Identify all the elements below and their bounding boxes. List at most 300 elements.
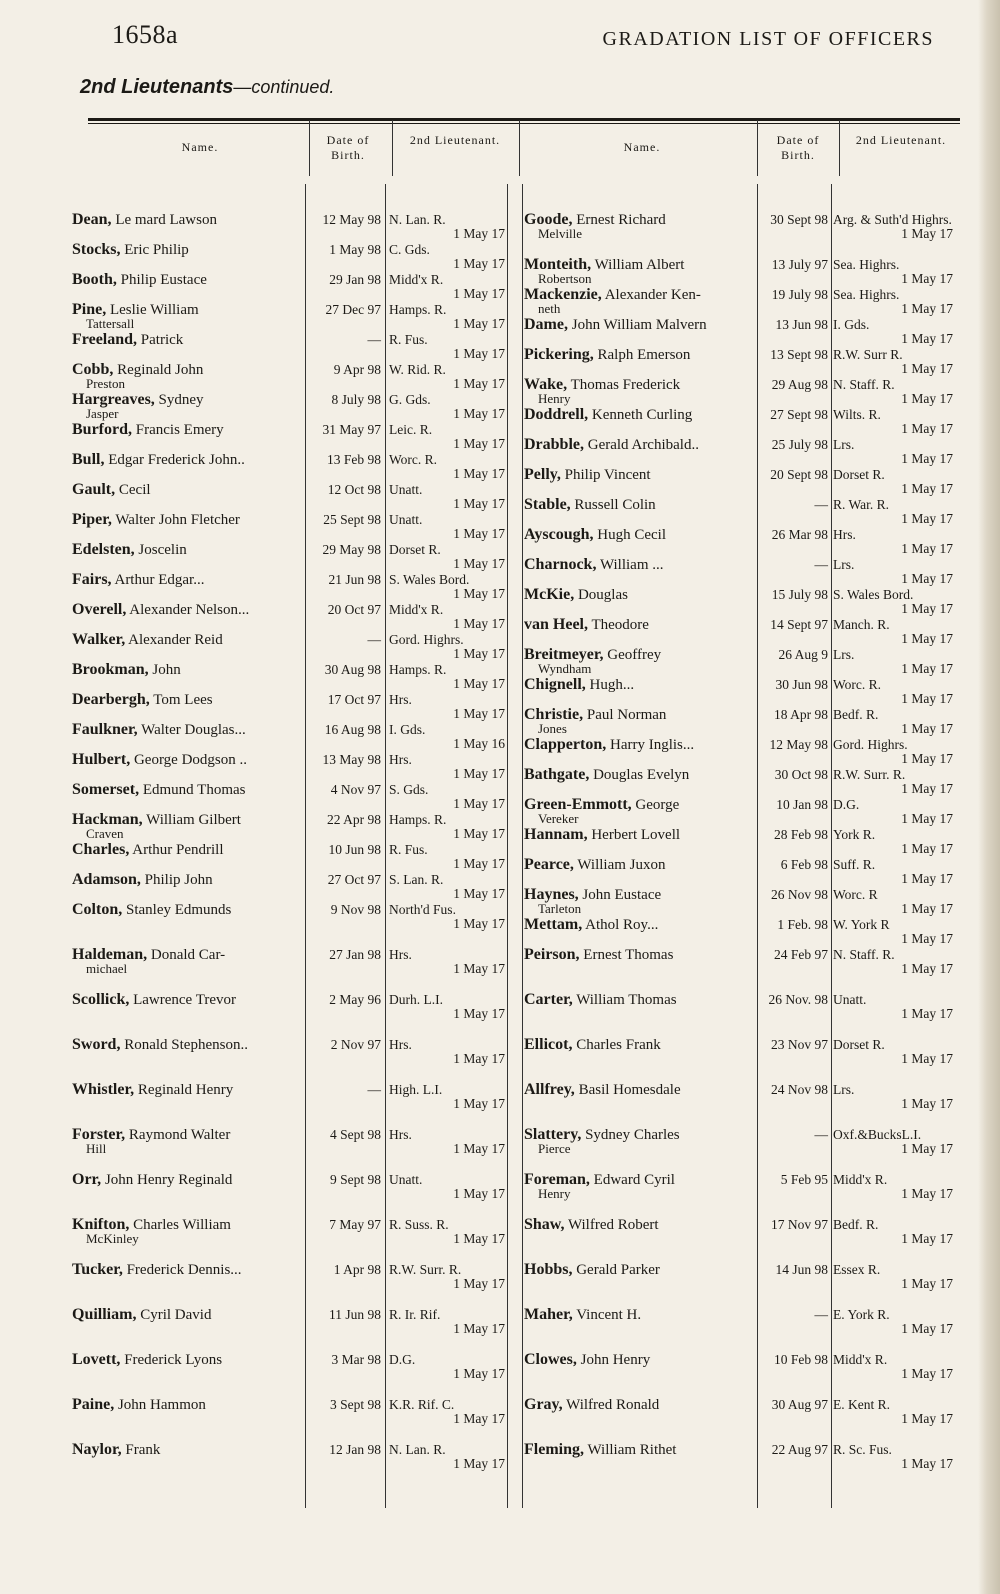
commission-date: 1 May 17: [453, 226, 505, 241]
regiment: Hrs.: [833, 527, 856, 542]
officer-given-names: Gerald Archibald..: [587, 437, 699, 453]
date-of-birth: —: [814, 497, 828, 512]
regiment: Lrs.: [833, 1082, 855, 1097]
officer-name: [72, 901, 300, 919]
commission-date: 1 May 17: [453, 316, 505, 331]
officer-given-names: George Dodgson ..: [133, 752, 248, 768]
officer-given-names: Hugh...: [589, 677, 635, 693]
officer-name: [72, 631, 300, 649]
commission-date: 1 May 17: [453, 1456, 505, 1471]
officer-surname: Pine,: [72, 301, 107, 318]
regiment: C. Gds.: [389, 242, 430, 257]
officer-surname: Edelsten,: [72, 541, 135, 558]
officer-surname: Scollick,: [72, 991, 130, 1008]
section-title-suffix: —continued.: [233, 77, 335, 97]
commission-date: 1 May 17: [453, 1276, 505, 1291]
officer-name: [72, 661, 300, 679]
officer-surname: Overell,: [72, 601, 127, 618]
officer-given-names: Alexander Nelson...: [129, 602, 250, 618]
officer-surname: Ellicot,: [524, 1036, 573, 1053]
date-of-birth: —: [814, 1307, 828, 1322]
date-of-birth: 18 Apr 98: [774, 707, 828, 722]
officer-name: [72, 1171, 300, 1189]
officer-given-names: Joscelin: [138, 542, 187, 558]
officer-surname: Freeland,: [72, 331, 138, 348]
regiment: Dorset R.: [833, 467, 885, 482]
commission-date: 1 May 17: [453, 466, 505, 481]
officer-given-names: Alexander Reid: [128, 632, 223, 648]
officer-given-names: Paul Norman: [586, 707, 667, 723]
regiment: S. Gds.: [389, 782, 429, 797]
officer-given-names: Charles Frank: [576, 1037, 661, 1053]
regiment: N. Staff. R.: [833, 377, 895, 392]
date-of-birth: 27 Dec 97: [325, 302, 381, 317]
date-of-birth: 14 Jun 98: [775, 1262, 828, 1277]
officer-given-names: Alexander Ken-: [604, 287, 701, 303]
commission-date: 1 May 17: [453, 766, 505, 781]
regiment: Bedf. R.: [833, 707, 879, 722]
regiment: Sea. Highrs.: [833, 257, 900, 272]
officer-given-names: Theodore: [591, 617, 649, 633]
date-of-birth: 12 May 98: [769, 737, 828, 752]
officer-surname: Hobbs,: [524, 1261, 573, 1278]
officer-given-names: Wilfred Ronald: [566, 1397, 660, 1413]
officer-surname: McKie,: [524, 586, 575, 603]
commission-date: 1 May 17: [453, 886, 505, 901]
regiment: R. Suss. R.: [389, 1217, 449, 1232]
regiment: Manch. R.: [833, 617, 890, 632]
date-of-birth: 9 Nov 98: [330, 902, 381, 917]
date-of-birth: 13 Sept 98: [770, 347, 828, 362]
regiment: R. Fus.: [389, 332, 428, 347]
date-of-birth: 26 Nov. 98: [768, 992, 828, 1007]
officer-surname: Walker,: [72, 631, 126, 648]
date-of-birth: 30 Sept 98: [770, 212, 828, 227]
commission-date: 1 May 17: [453, 346, 505, 361]
officer-surname: Stocks,: [72, 241, 121, 258]
commission-date: 1 May 17: [901, 451, 953, 466]
commission-date: 1 May 17: [901, 781, 953, 796]
officer-name-continuation: Preston: [86, 376, 125, 391]
officer-surname: Pelly,: [524, 466, 561, 483]
commission-date: 1 May 17: [453, 526, 505, 541]
officer-name: [524, 1081, 750, 1099]
header-dob-right: Date of Birth.: [776, 133, 820, 162]
date-of-birth: 26 Nov 98: [771, 887, 828, 902]
officer-surname: Doddrell,: [524, 406, 589, 423]
officer-name-continuation: Jasper: [86, 406, 119, 421]
officer-surname: Tucker,: [72, 1261, 123, 1278]
officer-name: [524, 556, 750, 574]
officer-surname: Haldeman,: [72, 946, 148, 963]
commission-date: 1 May 17: [453, 286, 505, 301]
regiment: Essex R.: [833, 1262, 881, 1277]
date-of-birth: 16 Aug 98: [324, 722, 381, 737]
officer-name: [524, 1441, 750, 1459]
regiment: Worc. R.: [833, 677, 882, 692]
officer-given-names: Walter Douglas...: [141, 722, 246, 738]
date-of-birth: 13 July 97: [771, 257, 828, 272]
officer-surname: Faulkner,: [72, 721, 138, 738]
officer-surname: Hargreaves,: [72, 391, 155, 408]
date-of-birth: 2 May 96: [329, 992, 381, 1007]
officer-surname: Brookman,: [72, 661, 149, 678]
regiment: Bedf. R.: [833, 1217, 879, 1232]
officer-name: [524, 1216, 750, 1234]
officer-name: [524, 946, 750, 964]
officer-given-names: John Eustace: [582, 887, 662, 903]
date-of-birth: 27 Oct 97: [327, 872, 381, 887]
officer-surname: Pearce,: [524, 856, 574, 873]
regiment: Dorset R.: [833, 1037, 885, 1052]
officer-given-names: Ralph Emerson: [597, 347, 691, 363]
regiment: Dorset R.: [389, 542, 441, 557]
officer-given-names: Sydney: [158, 392, 204, 408]
date-of-birth: 13 Jun 98: [775, 317, 828, 332]
officer-name: [524, 586, 750, 604]
officer-name: [72, 241, 300, 259]
commission-date: 1 May 17: [453, 1366, 505, 1381]
regiment: Lrs.: [833, 437, 855, 452]
date-of-birth: 27 Jan 98: [329, 947, 381, 962]
officer-name: [524, 316, 750, 334]
commission-date: 1 May 17: [901, 541, 953, 556]
regiment: Gord. Highrs.: [389, 632, 464, 647]
commission-date: 1 May 17: [453, 1006, 505, 1021]
commission-date: 1 May 17: [453, 796, 505, 811]
officer-given-names: Gerald Parker: [576, 1262, 660, 1278]
regiment: Arg. & Suth'd Highrs.: [833, 212, 952, 227]
officer-surname: van Heel,: [524, 616, 588, 633]
officer-given-names: Francis Emery: [135, 422, 224, 438]
commission-date: 1 May 17: [901, 961, 953, 976]
officer-surname: Sword,: [72, 1036, 121, 1053]
officer-surname: Knifton,: [72, 1216, 130, 1233]
commission-date: 1 May 17: [453, 826, 505, 841]
officer-surname: Chignell,: [524, 676, 586, 693]
regiment: Unatt.: [389, 512, 423, 527]
officer-name: [72, 511, 300, 529]
officer-name: [72, 871, 300, 889]
date-of-birth: 10 Jan 98: [776, 797, 828, 812]
regiment: D.G.: [389, 1352, 416, 1367]
header-lieut-left: 2nd Lieutenant.: [409, 133, 501, 147]
commission-date: 1 May 17: [901, 1321, 953, 1336]
officer-name-continuation: Robertson: [538, 271, 592, 286]
regiment: E. Kent R.: [833, 1397, 890, 1412]
officer-given-names: Athol Roy...: [585, 917, 659, 933]
section-title-main: 2nd Lieutenants: [80, 76, 234, 98]
commission-date: 1 May 17: [901, 751, 953, 766]
date-of-birth: 29 Aug 98: [771, 377, 828, 392]
date-of-birth: 14 Sept 97: [770, 617, 828, 632]
date-of-birth: 26 Mar 98: [771, 527, 828, 542]
commission-date: 1 May 17: [901, 571, 953, 586]
regiment: R.W. Surr R.: [833, 347, 903, 362]
officer-name: [72, 1441, 300, 1459]
date-of-birth: 1 Apr 98: [333, 1262, 381, 1277]
officer-given-names: Philip Eustace: [120, 272, 207, 288]
officer-name: [72, 841, 300, 859]
regiment: R. Fus.: [389, 842, 428, 857]
officer-name-continuation: Henry: [538, 391, 571, 406]
date-of-birth: 26 Aug 9: [778, 647, 828, 662]
officer-surname: Mettam,: [524, 916, 583, 933]
commission-date: 1 May 17: [901, 1366, 953, 1381]
table-top-thin-rule: [88, 123, 960, 124]
officer-name: [72, 781, 300, 799]
date-of-birth: 10 Jun 98: [328, 842, 381, 857]
officer-surname: Dearbergh,: [72, 691, 150, 708]
officer-surname: Bathgate,: [524, 766, 590, 783]
officer-given-names: Arthur Pendrill: [132, 842, 224, 858]
officer-given-names: Philip Vincent: [564, 467, 651, 483]
officer-name: [524, 916, 750, 934]
officer-given-names: Stanley Edmunds: [125, 902, 232, 918]
commission-date: 1 May 17: [901, 811, 953, 826]
officer-name-continuation: Vereker: [538, 811, 579, 826]
date-of-birth: 28 Feb 98: [774, 827, 828, 842]
commission-date: 1 May 17: [453, 556, 505, 571]
officer-surname: Dean,: [72, 211, 112, 228]
officer-name: [72, 271, 300, 289]
date-of-birth: 4 Sept 98: [329, 1127, 381, 1142]
officer-surname: Gray,: [524, 1396, 563, 1413]
date-of-birth: 5 Feb 95: [780, 1172, 828, 1187]
commission-date: 1 May 17: [901, 841, 953, 856]
date-of-birth: 17 Oct 97: [327, 692, 381, 707]
regiment: Worc. R.: [389, 452, 438, 467]
officer-surname: Dame,: [524, 316, 568, 333]
column-divider: [507, 184, 508, 1508]
header-divider: [757, 120, 758, 176]
officer-name: [524, 466, 750, 484]
officer-given-names: Harry Inglis...: [609, 737, 695, 753]
officer-name: [72, 331, 300, 349]
officer-name: [524, 1306, 750, 1324]
officer-given-names: Thomas Frederick: [570, 377, 681, 393]
officer-given-names: Vincent H.: [576, 1307, 642, 1323]
commission-date: 1 May 17: [453, 916, 505, 931]
officer-surname: Bull,: [72, 451, 105, 468]
regiment: Durh. L.I.: [389, 992, 443, 1007]
officer-given-names: Leslie William: [109, 302, 199, 318]
officer-surname: Gault,: [72, 481, 116, 498]
date-of-birth: 9 Apr 98: [333, 362, 381, 377]
regiment: N. Lan. R.: [389, 212, 446, 227]
commission-date: 1 May 17: [901, 271, 953, 286]
column-divider: [385, 184, 386, 1508]
officer-given-names: Geoffrey: [607, 647, 662, 663]
officer-given-names: Sydney Charles: [585, 1127, 680, 1143]
officer-surname: Fairs,: [72, 571, 112, 588]
commission-date: 1 May 17: [901, 901, 953, 916]
commission-date: 1 May 17: [453, 496, 505, 511]
date-of-birth: 19 July 98: [771, 287, 828, 302]
commission-date: 1 May 17: [901, 421, 953, 436]
officer-surname: Stable,: [524, 496, 571, 513]
officer-name: [72, 451, 300, 469]
date-of-birth: 29 Jan 98: [329, 272, 381, 287]
regiment: High. L.I.: [389, 1082, 443, 1097]
commission-date: 1 May 17: [453, 256, 505, 271]
officer-name: [524, 676, 750, 694]
officer-surname: Ayscough,: [524, 526, 594, 543]
officer-given-names: Cecil: [118, 482, 151, 498]
officer-given-names: Kenneth Curling: [591, 407, 693, 423]
officer-given-names: Frederick Lyons: [124, 1352, 223, 1368]
officer-name: [524, 736, 750, 754]
commission-date: 1 May 17: [901, 721, 953, 736]
header-lieut-right: 2nd Lieutenant.: [855, 133, 947, 147]
regiment: Hamps. R.: [389, 812, 447, 827]
officer-surname: Adamson,: [72, 871, 141, 888]
date-of-birth: 1 May 98: [329, 242, 381, 257]
commission-date: 1 May 17: [901, 871, 953, 886]
officer-surname: Green-Emmott,: [524, 796, 632, 813]
officer-given-names: Raymond Walter: [128, 1127, 231, 1143]
officer-name: [72, 1036, 300, 1054]
regiment: S. Lan. R.: [389, 872, 444, 887]
header-divider: [519, 120, 520, 176]
officer-surname: Wake,: [524, 376, 568, 393]
officer-surname: Hackman,: [72, 811, 143, 828]
regiment: R. Sc. Fus.: [833, 1442, 892, 1457]
officer-given-names: Frank: [125, 1442, 161, 1458]
officer-surname: Lovett,: [72, 1351, 121, 1368]
officer-name: [524, 406, 750, 424]
date-of-birth: —: [367, 332, 381, 347]
commission-date: 1 May 17: [901, 1006, 953, 1021]
date-of-birth: —: [814, 557, 828, 572]
officer-surname: Clowes,: [524, 1351, 577, 1368]
officer-surname: Goode,: [524, 211, 573, 228]
column-divider: [831, 184, 832, 1508]
officer-surname: Whistler,: [72, 1081, 135, 1098]
date-of-birth: 27 Sept 98: [770, 407, 828, 422]
regiment: D.G.: [833, 797, 860, 812]
header-divider: [309, 120, 310, 176]
regiment: N. Lan. R.: [389, 1442, 446, 1457]
officer-name: [524, 1261, 750, 1279]
date-of-birth: 13 May 98: [322, 752, 381, 767]
table-top-rule: [88, 118, 960, 121]
commission-date: 1 May 17: [901, 931, 953, 946]
officer-given-names: Edmund Thomas: [142, 782, 246, 798]
officer-name-continuation: michael: [86, 961, 128, 976]
regiment: Midd'x R.: [389, 602, 444, 617]
officer-name: [524, 436, 750, 454]
regiment: Suff. R.: [833, 857, 876, 872]
officer-given-names: Wilfred Robert: [567, 1217, 659, 1233]
officer-given-names: Basil Homesdale: [578, 1082, 681, 1098]
officer-surname: Forster,: [72, 1126, 126, 1143]
officer-surname: Fleming,: [524, 1441, 584, 1458]
officer-surname: Hulbert,: [72, 751, 131, 768]
officer-given-names: Arthur Edgar...: [114, 572, 205, 588]
officer-name: [524, 856, 750, 874]
commission-date: 1 May 17: [901, 226, 953, 241]
regiment: K.R. Rif. C.: [389, 1397, 455, 1412]
officer-surname: Burford,: [72, 421, 132, 438]
officer-surname: Foreman,: [524, 1171, 590, 1188]
officer-surname: Quilliam,: [72, 1306, 137, 1323]
officer-surname: Shaw,: [524, 1216, 565, 1233]
officer-given-names: Reginald John: [117, 362, 204, 378]
officer-given-names: Douglas Evelyn: [593, 767, 690, 783]
officer-name: [72, 991, 300, 1009]
commission-date: 1 May 17: [901, 691, 953, 706]
officer-name: [72, 1081, 300, 1099]
date-of-birth: 7 May 97: [329, 1217, 381, 1232]
column-divider: [305, 184, 306, 1508]
commission-date: 1 May 17: [901, 331, 953, 346]
officer-surname: Christie,: [524, 706, 584, 723]
officer-given-names: John Henry Reginald: [104, 1172, 233, 1188]
regiment: Sea. Highrs.: [833, 287, 900, 302]
officer-given-names: George: [635, 797, 680, 813]
commission-date: 1 May 17: [901, 361, 953, 376]
officer-given-names: Ernest Thomas: [583, 947, 674, 963]
officer-surname: Maher,: [524, 1306, 573, 1323]
officer-name-continuation: Wyndham: [538, 661, 592, 676]
officer-surname: Clapperton,: [524, 736, 607, 753]
commission-date: 1 May 17: [453, 406, 505, 421]
officer-surname: Paine,: [72, 1396, 115, 1413]
regiment: W. York R: [833, 917, 890, 932]
officer-given-names: John Henry: [580, 1352, 651, 1368]
officer-given-names: William Albert: [594, 257, 685, 273]
officer-given-names: William Juxon: [577, 857, 666, 873]
officer-surname: Allfrey,: [524, 1081, 575, 1098]
date-of-birth: 22 Apr 98: [327, 812, 381, 827]
commission-date: 1 May 17: [901, 391, 953, 406]
date-of-birth: 12 May 98: [322, 212, 381, 227]
officer-given-names: William ...: [599, 557, 664, 573]
officer-surname: Carter,: [524, 991, 573, 1008]
commission-date: 1 May 17: [453, 1051, 505, 1066]
officer-surname: Charnock,: [524, 556, 597, 573]
officer-given-names: Lawrence Trevor: [133, 992, 236, 1008]
commission-date: 1 May 17: [901, 1186, 953, 1201]
commission-date: 1 May 17: [901, 1411, 953, 1426]
officer-given-names: Eric Philip: [124, 242, 189, 258]
officer-name: [524, 991, 750, 1009]
regiment: Hrs.: [389, 947, 412, 962]
commission-date: 1 May 17: [453, 1231, 505, 1246]
regiment: Oxf.&BucksL.I.: [833, 1127, 922, 1142]
officer-surname: Peirson,: [524, 946, 580, 963]
officer-name: [72, 211, 300, 229]
commission-date: 1 May 17: [901, 1231, 953, 1246]
commission-date: 1 May 17: [453, 856, 505, 871]
date-of-birth: 2 Nov 97: [330, 1037, 381, 1052]
officer-given-names: John William Malvern: [571, 317, 707, 333]
regiment: E. York R.: [833, 1307, 890, 1322]
officer-name: [72, 691, 300, 709]
officer-given-names: William Gilbert: [146, 812, 241, 828]
officer-name-continuation: McKinley: [86, 1231, 139, 1246]
date-of-birth: 25 Sept 98: [323, 512, 381, 527]
regiment: R.W. Surr. R.: [389, 1262, 462, 1277]
officer-name: [72, 721, 300, 739]
officer-surname: Hannam,: [524, 826, 588, 843]
regiment: Hamps. R.: [389, 302, 447, 317]
commission-date: 1 May 17: [453, 436, 505, 451]
regiment: S. Wales Bord.: [833, 587, 914, 602]
regiment: Hrs.: [389, 752, 412, 767]
commission-date: 1 May 17: [901, 511, 953, 526]
